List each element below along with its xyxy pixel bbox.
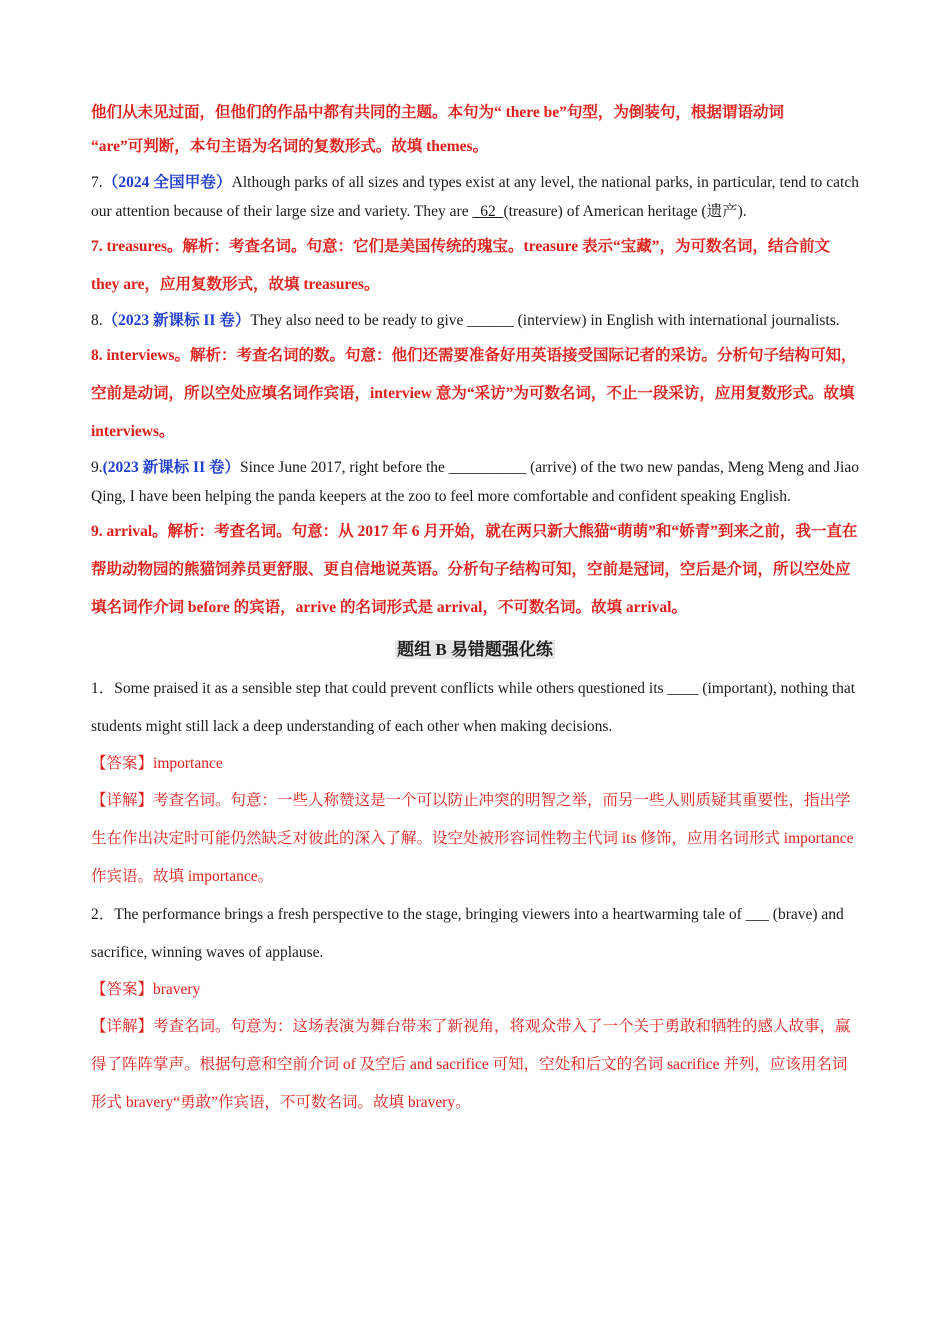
exercise-text: The performance brings a fresh perspective to the stage, bringing viewers into a heartwarming tale of ___ (brave) and sacrifice, winning waves of applause. xyxy=(91,906,844,961)
exercise-number: 2． xyxy=(91,906,115,923)
exercise-1-explanation xyxy=(91,782,859,896)
explanation-text: 考查名词。句意：一些人称赞这是一个可以防止冲突的明智之举，而另一些人则质疑其重要性，指出学生在作出决定时可能仍然缺乏对彼此的深入了解。设空处被形容词性物主代词 its 修饰，应用名词形式 importance 作宾语。故填 importance。 xyxy=(91,792,854,885)
question-number: 7. xyxy=(91,174,103,191)
question-text: Since June 2017, right before the xyxy=(239,459,449,476)
analysis-line-2: “are”可判断，本句主语为名词的复数形式。故填 themes。 xyxy=(91,138,489,155)
exercise-number: 1． xyxy=(91,680,115,697)
question-text: (arrive) of the two new pandas, Meng Meng and Jiao Qing, I have been helping the panda keepers at the zoo to feel more comfortable and confident speaking English. xyxy=(91,459,859,505)
exercise-2-explanation xyxy=(91,1008,859,1122)
question-source: (2023 新课标 II 卷） xyxy=(102,459,240,476)
question-8 xyxy=(91,306,859,335)
explanation-label: 【详解】 xyxy=(91,792,154,809)
exercise-2-answer xyxy=(91,972,859,1008)
explanation-text: 考查名词。句意为：这场表演为舞台带来了新视角，将观众带入了一个关于勇敢和牺牲的感人故事，赢得了阵阵掌声。根据句意和空前介词 of 及空后 and sacrifice 可知，空处和后文的名词 sacrifice 并列，应该用名词形式 bravery“勇敢”作宾语，不可数名词。故填 bravery。 xyxy=(91,1018,851,1111)
question-source: （2024 全国甲卷） xyxy=(102,174,232,191)
explanation-label: 【详解】 xyxy=(91,1018,154,1035)
answer-label: 【答案】 xyxy=(91,981,154,998)
answer-9: 9. arrival。解析：考查名词。句意：从 2017 年 6 月开始，就在两只新大熊猫“萌萌”和“娇青”到来之前，我一直在帮助动物园的熊猫饲养员更舒服、更自信地说英语。分析句子结构可知，空前是冠词，空后是介词，所以空处应填名词作介词 before 的宾语，arrive 的名词形式是 arrival，不可数名词。故填 arrival。 xyxy=(91,523,858,616)
question-text: (treasure) of American heritage (遗产). xyxy=(503,203,747,220)
answer-7: 7. treasures。解析：考查名词。句意：它们是美国传统的瑰宝。treasure 表示“宝藏”，为可数名词，结合前文 they are，应用复数形式，故填 treasures。 xyxy=(91,238,830,293)
question-9 xyxy=(91,453,859,511)
section-title: 题组 B 易错题强化练 xyxy=(397,640,553,659)
answer-8: 8. interviews。解析：考查名词的数。句意：他们还需要准备好用英语接受国际记者的采访。分析句子结构可知，空前是动词，所以空处应填名词作宾语，interview 意为“采访”为可数名词，不止一段采访，应用复数形式。故填 interviews。 xyxy=(91,347,857,440)
exercise-1 xyxy=(91,670,859,746)
question-text: (interview) in English with international journalists. xyxy=(513,312,840,329)
question-text: Although parks of all sizes and types exist at any level, the national parks, in particular, tend to catch our attention because of their large size and variety. They are xyxy=(91,174,859,220)
answer-value: importance xyxy=(153,755,223,772)
document-page xyxy=(91,94,859,1122)
question-source: （2023 新课标 II 卷） xyxy=(102,312,251,329)
exercise-1-answer xyxy=(91,746,859,782)
answer-label: 【答案】 xyxy=(91,755,154,772)
exercise-2 xyxy=(91,896,859,972)
answer-blank: 62 xyxy=(472,203,504,220)
question-7 xyxy=(91,168,859,226)
section-heading xyxy=(91,633,859,668)
answer-blank: ______ xyxy=(467,312,514,329)
answer-blank: __________ xyxy=(448,459,527,476)
analysis-line-1: 他们从未见过面，但他们的作品中都有共同的主题。本句为“ there be”句型，为倒装句，根据谓语动词 xyxy=(91,104,784,121)
question-number: 8. xyxy=(91,312,103,329)
question-text: They also need to be ready to give xyxy=(250,312,468,329)
answer-value: bravery xyxy=(153,981,201,998)
question-number: 9. xyxy=(91,459,103,476)
exercise-text: Some praised it as a sensible step that could prevent conflicts while others questioned its ____ (important), nothing that students might still lack a deep understanding of each other when making decisions. xyxy=(91,680,856,735)
